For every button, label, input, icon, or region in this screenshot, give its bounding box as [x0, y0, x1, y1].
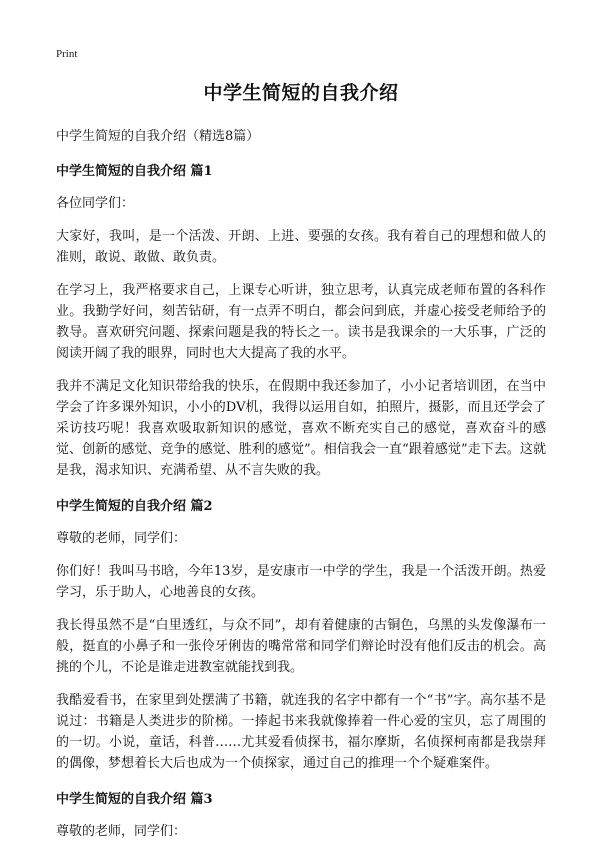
section-3 [56, 788, 546, 842]
page-title: 中学生简短的自我介绍 [203, 82, 399, 104]
paragraph: 尊敬的老师，同学们： [56, 824, 187, 839]
document-body [56, 78, 546, 854]
print-link[interactable]: Print [56, 48, 78, 60]
paragraph: 尊敬的老师，同学们： [56, 531, 187, 546]
paragraph: 在学习上，我严格要求自己，上课专心听讲，独立思考，认真完成老师布置的各科作业。我勤学好问，刻苦钻研，有一点弄不明白，都会问到底，并虚心接受老师给予的教导。喜欢研究问题、探索问题是我的特长之一。读书是我课余的一大乐事，广泛的阅读开阔了我的眼界，同时也大大提高了我的水平。 [56, 283, 546, 361]
section-2 [56, 495, 546, 774]
section-1 [56, 160, 546, 481]
paragraph: 我长得虽然不是“白里透红，与众不同”，却有着健康的古铜色，乌黑的头发像瀑布一般，挺直的小鼻子和一张伶牙俐齿的嘴常常和同学们辩论时没有他们反击的机会。高挑的个儿，不论是谁走进教室就能找到我。 [56, 618, 546, 675]
paragraph: 我并不满足文化知识带给我的快乐，在假期中我还参加了，小小记者培训团，在当中学会了许多课外知识，小小的DV机，我得以运用自如，拍照片，摄影，而且还学会了采访技巧呢！我喜欢吸取新知识的感觉，喜欢不断充实自己的感觉，喜欢奋斗的感觉、创新的感觉、竞争的感觉、胜利的感觉”。相信我会一直“跟着感觉”走下去。这就是我，渴求知识、充满希望、从不言失败的我。 [56, 379, 546, 478]
section-heading: 中学生简短的自我介绍 篇1 [56, 164, 213, 179]
paragraph: 大家好，我叫，是一个活泼、开朗、上进、要强的女孩。我有着自己的理想和做人的准则，敢说、敢做、敢负责。 [56, 229, 546, 265]
paragraph: 各位同学们： [56, 196, 135, 211]
paragraph: 我酷爱看书，在家里到处摆满了书籍，就连我的名字中都有一个“书”字。高尔基不是说过：书籍是人类进步的阶梯。一捧起书来我就像捧着一件心爱的宝贝，忘了周围的的一切。小说，童话，科普……尤其爱看侦探书，福尔摩斯，名侦探柯南都是我崇拜的偶像，梦想着长大后也成为一个侦探家，通过自己的推理一个个疑难案件。 [56, 693, 546, 771]
section-heading: 中学生简短的自我介绍 篇2 [56, 499, 213, 514]
section-heading: 中学生简短的自我介绍 篇3 [56, 792, 213, 807]
document-subtitle: 中学生简短的自我介绍（精选8篇） [56, 129, 260, 144]
paragraph: 你们好！我叫马书晗，今年13岁，是安康市一中学的学生，我是一个活泼开朗。热爱学习，乐于助人，心地善良的女孩。 [56, 564, 546, 600]
